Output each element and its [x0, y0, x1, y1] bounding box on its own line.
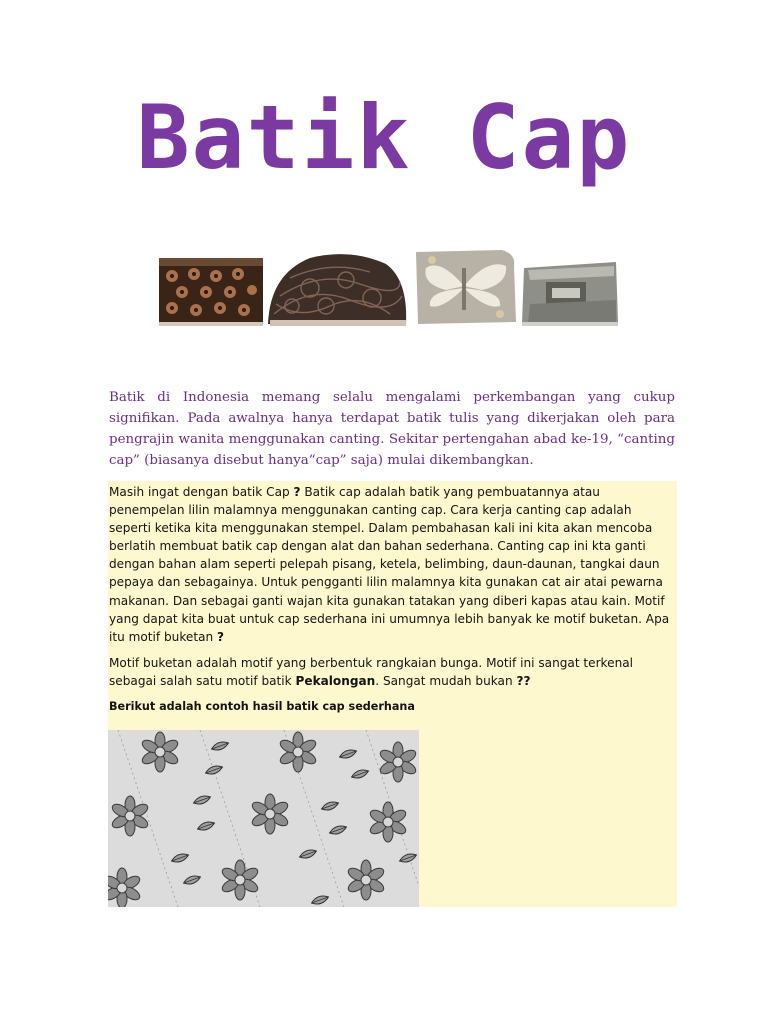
paragraph-batik-cap: [109, 483, 675, 646]
stamp-stone-butterfly: [416, 250, 516, 324]
sample-caption: Berikut adalah contoh hasil batik cap sederhana: [109, 700, 415, 714]
page-title: Batik Cap: [136, 86, 632, 189]
p1-text-rest: Batik cap adalah batik yang pembuatannya atau penempelan lilin malamnya menggunakan canting cap. Cara kerja canting cap adalah seperti ketika kita menggunakan stempel. Dalam pembahasan kali ini kita akan mencoba berlatih membuat batik cap dengan alat dan bahan sederhana. Canting cap ini kta ganti dengan bahan alam seperti pelepah pisang, ketela, belimbing, daun-daunan, tangkai daun pepaya dan sebagainya. Untuk pengganti lilin malamnya kita gunakan cat air atai pewarna makanan. Dan sebagai ganti wajan kita gunakan tatakan yang diberi kapas atau kain. Motif yang dapat kita buat untuk cap sederhana ini umumnya lebih banyak ke motif buketan. Apa itu motif buketan: [109, 485, 670, 644]
stamp-metal-cap: [522, 262, 618, 326]
batik-sample-image: [108, 730, 419, 907]
p2-question-marks: ??: [516, 673, 531, 688]
p2-text-mid: . Sangat mudah bukan: [375, 673, 517, 688]
p2-bold-pekalongan: Pekalongan: [295, 673, 376, 688]
stamp-wooden-block: [159, 258, 263, 326]
intro-paragraph: Batik di Indonesia memang selalu mengalami perkembangan yang cukup signifikan. Pada awalnya hanya terdapat batik tulis yang dikerjakan oleh para pengrajin wanita menggunakan canting. Sekitar pertengahan abad ke-19, “canting cap” (biasanya disebut hanya“cap” saja) mulai dikembangkan.: [109, 390, 675, 468]
paragraph-motif-buketan: [109, 654, 675, 690]
p2-text-start: Motif buketan adalah motif yang berbentuk rangkaian bunga. Motif ini sangat terkenal sebagai salah satu motif batik: [109, 655, 634, 688]
p1-question-mark-end: ?: [217, 629, 225, 644]
stamp-copper-wire: [268, 254, 406, 326]
p1-question-mark: ?: [293, 485, 301, 499]
batik-stamps-image: [150, 244, 630, 330]
p1-text-start: Masih ingat dengan batik Cap: [109, 485, 294, 499]
content-box: [108, 481, 677, 907]
